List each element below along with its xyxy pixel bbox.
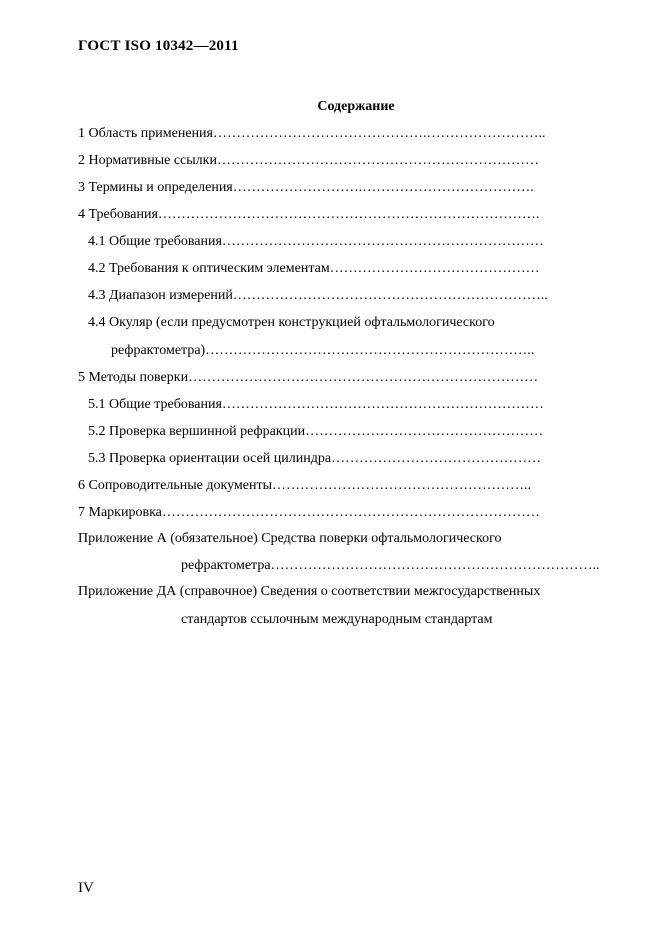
toc-line: 5.2 Проверка вершинной рефракции…………………………………………… — [88, 424, 544, 439]
toc-line: 2 Нормативные ссылки…………………………………………………………… — [78, 153, 539, 168]
toc-line: 5 Методы поверки………………………………………………………………… — [78, 370, 539, 385]
page-number: IV — [78, 880, 94, 896]
toc-line: 1 Область применения……………………………………….…………………….. — [78, 126, 546, 141]
toc-line: 4.4 Окуляр (если предусмотрен конструкцией офтальмологического — [88, 315, 495, 330]
toc-line: стандартов ссылочным международным стандартам — [181, 612, 493, 627]
toc-title: Содержание — [317, 99, 395, 114]
toc-line: Приложение А (обязательное) Средства поверки офтальмологического — [78, 531, 502, 546]
toc-line: 4.2 Требования к оптическим элементам……………………………………… — [88, 261, 540, 276]
toc-line: рефрактометра)…………………………………………………………….. — [111, 343, 535, 358]
toc-line: 5.1 Общие требования…………………………………………………………… — [88, 397, 544, 412]
toc-line: 3 Термины и определения……………………….………………………………. — [78, 180, 534, 195]
document-header: ГОСТ ISO 10342—2011 — [78, 38, 239, 54]
toc-line: 7 Маркировка……………………………………………………………………… — [78, 505, 540, 520]
toc-line: рефрактометра…………………………………………………………….. — [181, 558, 600, 573]
toc-line: 4 Требования………………………………………………………………………. — [78, 207, 540, 222]
toc-line: 4.1 Общие требования…………………………………………………………… — [88, 234, 544, 249]
toc-line: 4.3 Диапазон измерений………………………………………………………….. — [88, 288, 548, 303]
toc-line: 5.3 Проверка ориентации осей цилиндра……………………………………… — [88, 451, 542, 466]
toc-line: 6 Сопроводительные документы……………………………………………….. — [78, 478, 532, 493]
toc-line: Приложение ДА (справочное) Сведения о соответствии межгосударственных — [78, 584, 541, 599]
